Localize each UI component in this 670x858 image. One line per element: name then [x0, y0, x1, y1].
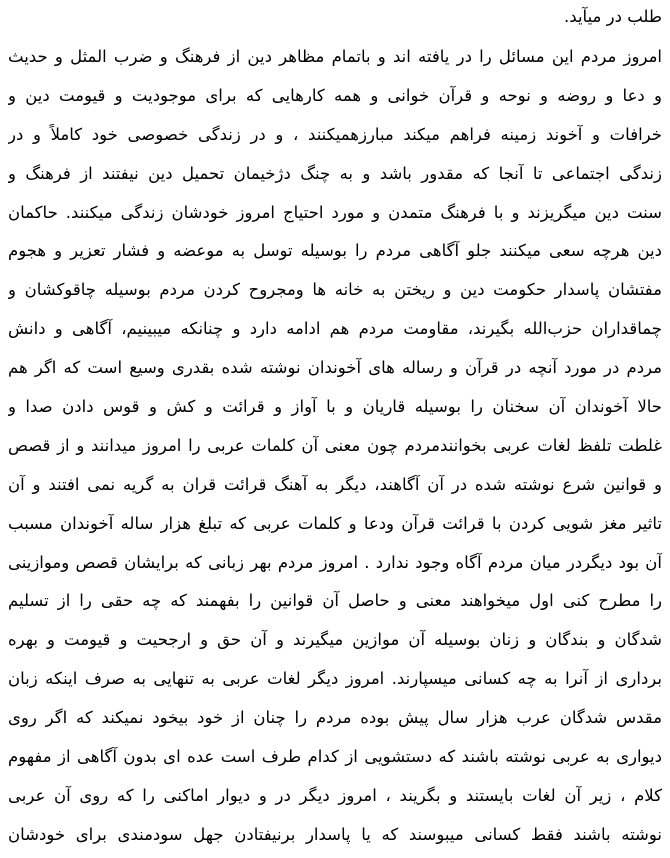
text-line: حالا آخوندان آن سخنان را بوسیله قاریان و با آواز و قرائت و کش و قوس دادن صدا و: [8, 397, 662, 417]
text-line: مفتشان پاسدار حکومت دین و ریختن به خانه ها ومجروح کردن مردم بوسیله چاقوکشان و: [8, 280, 662, 300]
text-line: شدگان و بندگان و زنان بوسیله آن موازین میگیرند و آن حق و ارجحیت و قیومت و بهره: [8, 630, 662, 650]
text-line: را مطرح کنی اول میخواهند معنی و حاصل آن قوانین را بفهمند که چه حقی را از تسلیم: [8, 591, 662, 611]
text-line: طلب در میآید.: [564, 7, 662, 26]
text-line: دین هرچه سعی میکنند جلو آگاهی مردم را بوسیله توسل به موعضه و فشار تعزیر و هجوم: [8, 241, 662, 261]
text-line: سنت دین میگریزند و با فرهنگ متمدن و مورد احتیاج امروز خودشان زندگی میکنند. حاکمان: [8, 202, 662, 222]
text-line: و قوانین شرع نوشته شده در آن آگاهند، دیگر به آهنگ قرائت قران به گریه نمی افتند و آن: [8, 474, 662, 494]
text-line: تاثیر مغز شویی کردن با قرائت قرآن ودعا و کلمات عربی که تبلغ هزار ساله آخوندان مسبب: [8, 513, 662, 533]
text-line: غلطت تلفظ لغات عربی بخوانندمردم چون معنی آن کلمات عربی را امروز میدانند و از قصص: [8, 435, 662, 455]
text-line: خرافات و آخوند زمینه فراهم میکند مبارزهمیکنند ، و در زندگی خصوصی خود کاملاً و در: [8, 124, 662, 144]
text-line: زندگی اجتماعی تا آنجا که مقدور باشد و به چنگ دژخیمان تحمیل دین نیفتند از فرهنگ و: [8, 163, 662, 183]
text-line: آن بود دیگردر میان مردم آگاه وجود ندارد . امروز مردم بهر زبانی که برایشان قصص وموازینی: [8, 552, 662, 572]
text-line: برداری از آنرا به چه کسانی میسپارند. امروز دیگر لغات عربی به تنهایی به صرف اینکه زبان: [8, 669, 662, 689]
text-line: و دعا و روضه و نوحه و قرآن خوانی و همه کارهایی که برای موجودیت و قیومت دین و: [8, 85, 662, 105]
text-line: دیواری به عربی نوشته باشند که دستشویی از کدام طرف است عده ای بدون آگاهی از مفهوم: [8, 747, 662, 767]
text-line: مردم در مورد آنچه در قرآن و رساله های آخوندان نوشته شده بقدری وسیع است که اگر هم: [8, 358, 662, 378]
text-line: نوشته باشند فقط کسانی میبوسند که یا پاسدار برنیفتادن جهل سودمندی برای خودشان: [8, 824, 662, 844]
text-line: کلام ، زیر آن لغات بایستند و بگریند ، امروز دیگر در و دیوار اماکنی را که روی آن عربی: [8, 785, 662, 805]
text-line: چماقداران حزب‌الله بگیرند، مقاومت مردم هم ادامه دارد و چنانکه میبینیم، آگاهی و دانش: [8, 319, 662, 339]
text-line: امروز مردم این مسائل را در یافته اند و باتمام مظاهر دین از فرهنگ و ضرب المثل و حدیث: [8, 47, 662, 66]
text-line: مقدس شدگان عرب هزار سال پیش بوده مردم را چنان از خود بیخود نمیکند که اگر روی: [8, 708, 662, 728]
